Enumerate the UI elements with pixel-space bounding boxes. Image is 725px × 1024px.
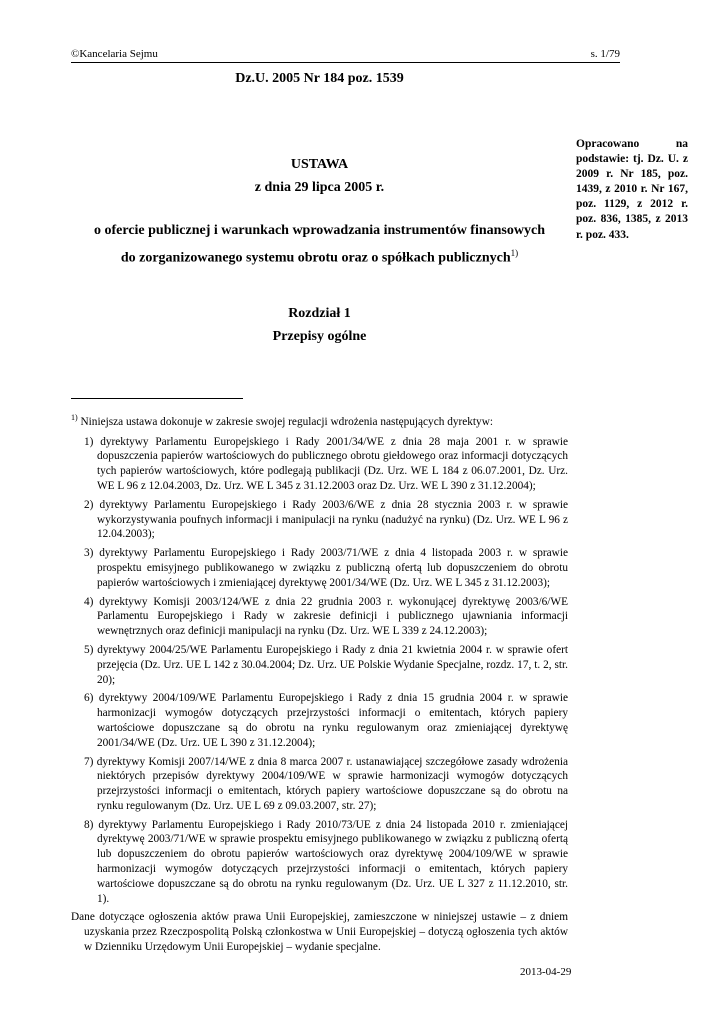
footnote-mark: 1) [71, 413, 78, 422]
list-item: 2) dyrektywy Parlamentu Europejskiego i Rady 2003/6/WE z dnia 28 stycznia 2003 r. w sprawie wykorzystywania poufnych informacji i manipulacji na rynku (nadużyć na rynku) (Dz. Urz. WE L 96 z 12.04.2003); [84, 498, 568, 541]
list-item: 8) dyrektywy Parlamentu Europejskiego i Rady 2010/73/UE z dnia 24 listopada 2010 r. zmieniającej dyrektywę 2003/71/WE w sprawie prospektu emisyjnego publikowanego w związku z publiczną ofertą lub dopuszczeniem do obrotu papierów wartościowych oraz dyrektywę 2004/109/WE w sprawie harmonizacji wymogów dotyczących przejrzystości informacji o emitentach, których papiery wartościowe dopuszczane są do obrotu na rynku regulowanym (Dz. Urz. UE L 327 z 11.12.2010, str. 1). [84, 818, 568, 905]
act-title-line2: do zorganizowanego systemu obrotu oraz o spółkach publicznych [120, 250, 511, 266]
list-item: 3) dyrektywy Parlamentu Europejskiego i Rady 2003/71/WE z dnia 4 listopada 2003 r. w sprawie prospektu emisyjnego publikowanego w związku z publiczną ofertą lub dopuszczeniem do obrotu papierów wartościowych i zmieniającej dyrektywę 2001/34/WE (Dz. Urz. WE L 345 z 31.12.2003); [84, 547, 568, 589]
footer-date: 2013-04-29 [520, 966, 572, 978]
footnote-divider [71, 398, 243, 399]
footnote-intro: $^{1)}$ Niniejsza ustawa dokonuje w zakresie swojej regulacji wdrożenia następujących dyrektyw: [71, 413, 494, 428]
list-item: 5) dyrektywy 2004/25/WE Parlamentu Europejskiego i Rady z dnia 21 kwietnia 2004 r. w sprawie ofert przejęcia (Dz. Urz. UE L 142 z 30.04.2004; Dz. Urz. UE Polskie Wydanie Specjalne, rozdz. 17, t. 2, str. 20); [84, 643, 568, 686]
act-type: USTAWA [290, 157, 349, 172]
page-header [71, 47, 620, 63]
page-number: s. 1/79 [590, 48, 620, 60]
chapter-title: Przepisy ogólne [272, 329, 367, 344]
list-item: 6) dyrektywy 2004/109/WE Parlamentu Europejskiego i Rady z dnia 15 grudnia 2004 r. w sprawie harmonizacji wymogów dotyczących przejrzystości informacji o emitentach, których papiery wartościowe dopuszczane są do obrotu na rynku regulowanym oraz zmieniającej dyrektywę 2001/34/WE (Dz. Urz. UE L 390 z 31.12.2004); [84, 692, 568, 749]
directive-list [71, 435, 568, 907]
journal-reference: Dz.U. 2005 Nr 184 poz. 1539 [235, 71, 404, 86]
footnote-closing: Dane dotyczące ogłoszenia aktów prawa Unii Europejskiej, zamieszczone w niniejszej ustawie – z dniem uzyskania przez Rzeczpospolitą Polską członkostwa w Unii Europejskiej – dotyczą ogłoszenia tych aktów w Dzienniku Urzędowym Unii Europejskiej – wydanie specjalne. [71, 911, 568, 954]
footnote-reference[interactable]: 1) [510, 248, 519, 258]
footnote [71, 411, 568, 955]
act-date: z dnia 29 lipca 2005 r. [254, 180, 385, 195]
list-item: 7) dyrektywy Komisji 2007/14/WE z dnia 8 marca 2007 r. ustanawiającej szczegółowe zasady wdrożenia niektórych przepisów dyrektywy 2004/109/WE w sprawie harmonizacji wymogów dotyczących przejrzystości informacji o emitentach, których papiery wartościowe dopuszczane są do obrotu na rynku regulowanym (Dz. Urz. UE L 69 z 09.03.2007, str. 27); [84, 755, 568, 812]
margin-note: Opracowano na podstawie: tj. Dz. U. z 2009 r. Nr 185, poz. 1439, z 2010 r. Nr 167, poz. 1129, z 2012 r. poz. 836, 1385, z 2013 r. poz. 433. [576, 138, 688, 241]
act-title-line1: o ofercie publicznej i warunkach wprowadzania instrumentów finansowych [93, 223, 545, 238]
chapter-number: Rozdział 1 [288, 306, 351, 321]
publisher-label: ©Kancelaria Sejmu [71, 48, 158, 60]
list-item: 4) dyrektywy Komisji 2003/124/WE z dnia 22 grudnia 2003 r. wykonującej dyrektywę 2003/6/WE Parlamentu Europejskiego i Rady w zakresie definicji i publicznego ujawniania informacji wewnętrznych oraz definicji manipulacji na rynku (Dz. Urz. WE L 339 z 24.12.2003); [84, 595, 568, 638]
act-title [71, 220, 568, 270]
list-item: 1) dyrektywy Parlamentu Europejskiego i Rady 2001/34/WE z dnia 28 maja 2001 r. w sprawie dopuszczenia papierów wartościowych do publicznego obrotu giełdowego oraz informacji dotyczących tych papierów wartościowych, które podlegają publikacji (Dz. Urz. WE L 184 z 06.07.2001, Dz. Urz. WE L 96 z 12.04.2003, Dz. Urz. WE L 345 z 31.12.2003 oraz Dz. Urz. WE L 390 z 31.12.2004); [84, 435, 568, 492]
